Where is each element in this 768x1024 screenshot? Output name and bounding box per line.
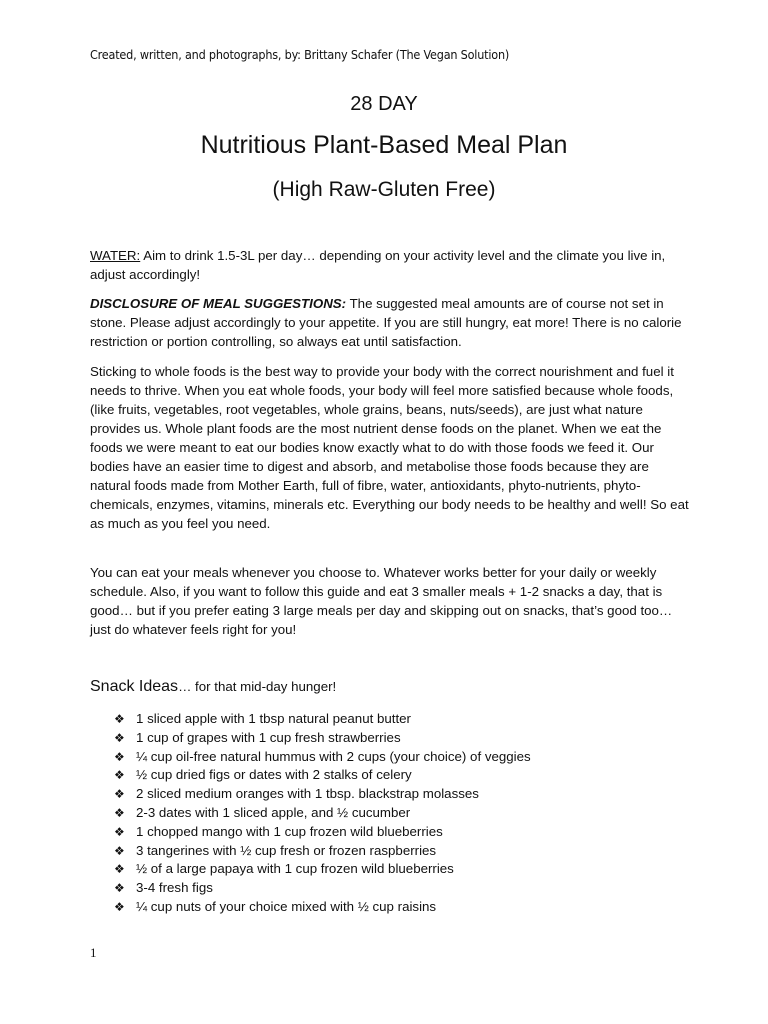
snack-item-text: ¼ cup nuts of your choice mixed with ½ cup raisins: [136, 898, 437, 914]
list-item: [114, 729, 531, 748]
list-item: [114, 823, 531, 842]
diamond-bullet-icon: ❖: [114, 805, 125, 820]
water-paragraph: [90, 246, 690, 284]
list-item: [114, 842, 531, 861]
list-item: [114, 785, 531, 804]
diamond-bullet-icon: ❖: [114, 768, 125, 783]
snack-list: [114, 710, 531, 917]
whole-foods-text: Sticking to whole foods is the best way to provide your body with the correct nourishment and fuel it needs to thrive. When you eat whole foods, your body will feel more satisfied because whole foods, (like fruits, vegetables, root vegetables, whole grains, beans, nuts/seeds), are just what nature provides us. Whole plant foods are the most nutrient dense foods on the planet. When we eat the foods we were meant to eat our bodies know exactly what to do with those foods we feed it. Our bodies have an easier time to digest and absorb, and metabolise those foods because they are natural foods made from Mother Earth, full of fibre, water, antioxidants, phyto-nutrients, phyto-chemicals, enzymes, vitamins, minerals etc. Everything our body needs to be healthy and well! So eat as much as you feel you need.: [90, 364, 689, 531]
diamond-bullet-icon: ❖: [114, 843, 125, 858]
snack-ideas-subtitle: … for that mid-day hunger!: [178, 679, 337, 694]
snack-item-text: 2-3 dates with 1 sliced apple, and ½ cucumber: [136, 804, 411, 820]
diamond-bullet-icon: ❖: [114, 824, 125, 839]
list-item: [114, 879, 531, 898]
whole-foods-paragraph: [90, 362, 690, 533]
diamond-bullet-icon: ❖: [114, 787, 125, 802]
diamond-bullet-icon: ❖: [114, 899, 125, 914]
water-text: Aim to drink 1.5-3L per day… depending on your activity level and the climate you live in, adjust accordingly!: [90, 248, 666, 282]
page-subtitle: (High Raw-Gluten Free): [272, 178, 496, 201]
snack-item-text: 1 sliced apple with 1 tbsp natural peanut butter: [136, 711, 411, 726]
author-credit: Created, written, and photographs, by: Brittany Schafer (The Vegan Solution): [90, 47, 510, 62]
snack-item-text: 1 cup of grapes with 1 cup fresh strawberries: [136, 729, 401, 745]
water-label: WATER:: [90, 248, 141, 263]
snack-item-text: ½ cup dried figs or dates with 2 stalks of celery: [136, 767, 412, 783]
disclosure-label: DISCLOSURE OF MEAL SUGGESTIONS:: [90, 296, 347, 311]
list-item: [114, 710, 531, 729]
list-item: [114, 748, 531, 767]
disclosure-text: The suggested meal amounts are of course not set in stone. Please adjust accordingly to your appetite. If you are still hungry, eat more! There is no calorie restriction or portion controlling, so always eat until satisfaction.: [90, 296, 682, 349]
snack-item-text: 3 tangerines with ½ cup fresh or frozen raspberries: [136, 842, 437, 858]
disclosure-paragraph: [90, 294, 690, 351]
page-number: 1: [90, 945, 97, 960]
diamond-bullet-icon: ❖: [114, 862, 125, 877]
snack-item-text: 3-4 fresh figs: [136, 880, 213, 896]
list-item: [114, 898, 531, 917]
list-item: [114, 766, 531, 785]
title-days: 28 DAY: [350, 93, 418, 115]
snack-item-text: ¼ cup oil-free natural hummus with 2 cups (your choice) of veggies: [136, 748, 531, 764]
snack-item-text: 1 chopped mango with 1 cup frozen wild blueberries: [136, 823, 443, 839]
snack-item-text: ½ of a large papaya with 1 cup frozen wild blueberries: [136, 861, 454, 877]
schedule-text: You can eat your meals whenever you choose to. Whatever works better for your daily or weekly schedule. Also, if you want to follow this guide and eat 3 smaller meals + 1-2 snacks a day, that is good… but if you prefer eating 3 large meals per day and skipping out on snacks, that’s good too… just do whatever feels right for you!: [90, 565, 673, 637]
snack-ideas-title: Snack Ideas: [90, 678, 179, 695]
list-item: [114, 804, 531, 823]
diamond-bullet-icon: ❖: [114, 881, 125, 896]
snack-item-text: 2 sliced medium oranges with 1 tbsp. blackstrap molasses: [136, 786, 479, 802]
snack-ideas-heading: [90, 678, 336, 696]
schedule-paragraph: [90, 563, 690, 639]
diamond-bullet-icon: ❖: [114, 712, 125, 726]
page-title: Nutritious Plant-Based Meal Plan: [200, 131, 568, 159]
diamond-bullet-icon: ❖: [114, 730, 125, 745]
list-item: [114, 860, 531, 879]
diamond-bullet-icon: ❖: [114, 749, 125, 764]
